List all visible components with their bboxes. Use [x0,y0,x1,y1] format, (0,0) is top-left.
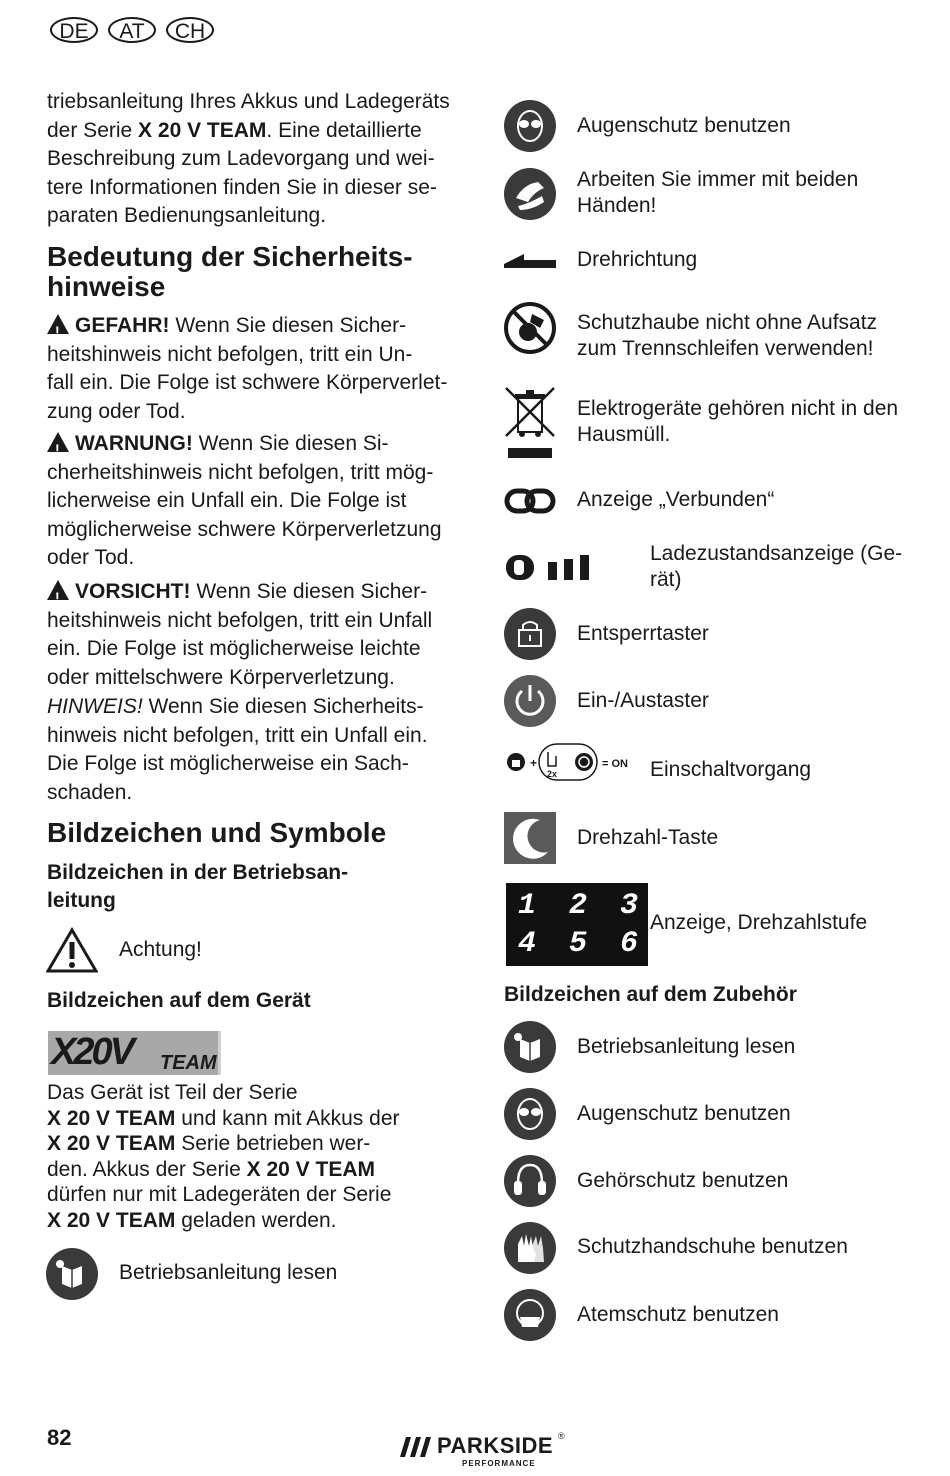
warning-paragraph: !WARNUNG! Wenn Sie diesen Si- cherheitshinweis nicht befolgen, tritt mög- licherweise ein Unfall ein. Die Folge ist möglicherweise schwere Körperverletzung oder Tod. [47,430,467,573]
speed-button-label: Drehzahl-Taste [577,826,719,849]
power-button-label: Ein-/Austaster [577,689,709,712]
rotation-direction-label: Drehrichtung [577,248,698,271]
attention-triangle-icon [46,927,98,973]
parkside-slashes-icon [400,1437,432,1457]
protective-gloves-icon [504,1222,556,1274]
svg-text:+: + [530,756,538,770]
power-button-icon [504,675,556,727]
intro-paragraph: triebsanleitung Ihres Akkus und Ladegeräts der Serie X 20 V TEAM. Eine detaillierte Beschreibung zum Ladevorgang und wei- tere Informationen finden Sie in dieser se- paraten Bedienungsanleitung. [47,90,450,227]
respiratory-protection-icon [504,1289,556,1341]
guard-label: Schutzhaube nicht ohne Aufsatz zum Trennschleifen verwenden! [577,311,878,360]
country-ch: CH [166,17,214,43]
section-title-symbols: Bildzeichen und Symbole [47,817,387,848]
accessory-eye-protection-label: Augenschutz benutzen [577,1102,791,1125]
read-manual-label: Betriebsanleitung lesen [119,1261,338,1284]
switch-on-sequence-icon [504,742,634,782]
notice-paragraph: HINWEIS! Wenn Sie diesen Sicherheits- hinweis nicht befolgen, tritt ein Unfall ein. Die Folge ist möglicherweise ein Sach- schaden. [47,695,428,804]
weee-label: Elektrogeräte gehören nicht in den Hausmüll. [577,397,899,446]
hearing-protection-label: Gehörschutz benutzen [577,1169,789,1192]
country-de: DE [50,17,98,43]
eye-protection-icon [504,1088,556,1140]
connected-label: Anzeige „Verbunden“ [577,488,775,511]
hearing-protection-icon [504,1155,556,1207]
switch-on-label: Einschaltvorgang [650,758,812,781]
connected-link-icon [504,487,556,515]
read-manual-icon [504,1021,556,1073]
svg-text:2x: 2x [547,769,558,779]
speed-level-display: 1 2 3 4 5 6 [506,883,648,966]
protective-gloves-label: Schutzhandschuhe benutzen [577,1235,848,1258]
series-paragraph: Das Gerät ist Teil der Serie X 20 V TEAM und kann mit Akkus der X 20 V TEAM Serie betrieben wer- den. Akkus der Serie X 20 V TEAM dürfen nur mit Ladegeräten der Serie X 20 V TEAM geladen werden. [47,1081,400,1232]
charge-level-icon [504,552,594,582]
subsection-device-symbols: Bildzeichen auf dem Gerät [47,989,311,1012]
svg-text:= ON: = ON [602,758,628,770]
warning-triangle-icon [47,314,69,334]
unlock-button-label: Entsperrtaster [577,622,709,645]
subsection-accessory-symbols: Bildzeichen auf dem Zubehör [504,983,797,1006]
unlock-button-icon [504,608,556,660]
parkside-logo: PARKSIDE ® PERFORMANCE [400,1433,570,1473]
speed-button-icon [504,812,556,864]
respiratory-protection-label: Atemschutz benutzen [577,1303,779,1326]
weee-bin-icon [504,386,556,460]
country-at: AT [108,17,156,43]
two-hands-label: Arbeiten Sie immer mit beiden Händen! [577,168,859,217]
warning-triangle-icon [47,580,69,600]
speed-level-label: Anzeige, Drehzahlstufe [650,911,868,934]
attention-label: Achtung! [119,938,202,961]
two-hands-icon [504,168,556,220]
eye-protection-label: Augenschutz benutzen [577,114,791,137]
accessory-read-manual-label: Betriebsanleitung lesen [577,1035,796,1058]
page-number: 82 [47,1425,72,1450]
caution-paragraph: !VORSICHT! Wenn Sie diesen Sicher- heitshinweis nicht befolgen, tritt ein Unfall ein. Die Folge ist möglicherweise leichte oder mittelschwere Körperverletzung. [47,578,467,692]
rotation-direction-icon [504,252,556,268]
danger-paragraph: !GEFAHR! Wenn Sie diesen Sicher- heitshinweis nicht befolgen, tritt ein Un- fall ein. Die Folge ist schwere Körperverlet- zung oder Tod. [47,312,467,426]
no-cutting-without-guard-icon [504,302,556,354]
x20v-team-logo: X20V TEAM [48,1031,221,1075]
subsection-manual-symbols: Bildzeichen in der Betriebsan- leitung [47,861,349,912]
read-manual-icon [46,1248,98,1300]
section-title-safety: Bedeutung der Sicherheits- hinweise [47,241,413,302]
charge-level-label: Ladezustandsanzeige (Ge- rät) [650,542,903,591]
country-codes [50,17,224,43]
eye-protection-icon [504,100,556,152]
warning-triangle-icon [47,432,69,452]
